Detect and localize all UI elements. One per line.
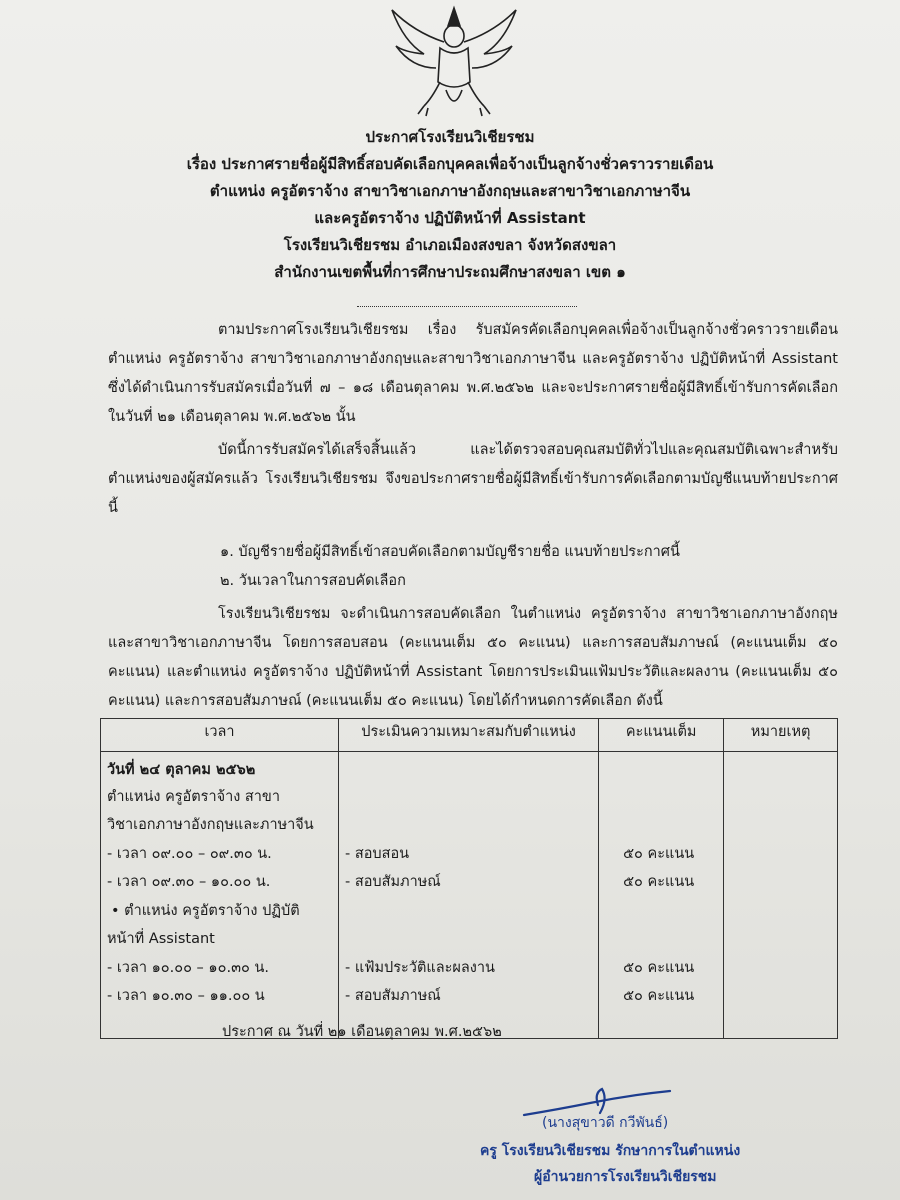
header-time: เวลา [101,719,339,752]
exam-date: วันที่ ๒๔ ตุลาคม ๒๕๖๒ [107,762,256,778]
header-line-6: สำนักงานเขตพื้นที่การศึกษาประถมศึกษาสงขลา เขต ๑ [274,263,626,281]
remarks-cell [724,752,838,1039]
paragraph-3 [108,600,838,716]
header-line-5: โรงเรียนวิเชียรชม อำเภอเมืองสงขลา จังหวัดสงขลา [283,236,617,254]
list-item-2: ๒. วันเวลาในการสอบคัดเลือก [220,573,406,589]
time-slot-1: - เวลา ๐๙.๐๐ – ๐๙.๓๐ น. [107,846,272,862]
table-header-row [101,719,838,752]
header-full-score: คะแนนเต็ม [599,719,724,752]
signer-name: (นางสุขาวดี กวีพันธ์) [542,1115,669,1131]
header-line-1: ประกาศโรงเรียนวิเชียรชม [365,128,535,146]
position-2-line-2: หน้าที่ Assistant [107,931,215,947]
score-4: ๕๐ คะแนน [623,988,695,1004]
table-row [101,752,838,1039]
score-1: ๕๐ คะแนน [623,846,695,862]
score-3: ๕๐ คะแนน [623,960,695,976]
score-2: ๕๐ คะแนน [623,874,695,890]
paragraph-1-text: ตามประกาศโรงเรียนวิเชียรชม เรื่อง รับสมัครคัดเลือกบุคคลเพื่อจ้างเป็นลูกจ้างชั่วคราวรายเดือน ตำแหน่ง ครูอัตราจ้าง สาขาวิชาเอกภาษาอังกฤษและสาขาวิชาเอกภาษาจีน และครูอัตราจ้าง ปฏิบัติหน้าที่ Assistant ซึ่งได้ดำเนินการรับสมัครเมื่อวันที่ ๗ – ๑๘ เดือนตุลาคม พ.ศ.๒๕๖๒ และจะประกาศรายชื่อผู้มีสิทธิ์เข้ารับการคัดเลือก ในวันที่ ๒๑ เดือนตุลาคม พ.ศ.๒๕๖๒ นั้น [108,322,838,425]
signer-title-1: ครู โรงเรียนวิเชียรชม รักษาการในตำแหน่ง [480,1143,741,1159]
announcement-header [0,124,900,286]
paragraph-3-text: โรงเรียนวิเชียรชม จะดำเนินการสอบคัดเลือก ในตำแหน่ง ครูอัตราจ้าง สาขาวิชาเอกภาษาอังกฤษและสาขาวิชาเอกภาษาจีน โดยการสอบสอน (คะแนนเต็ม ๕๐ คะแนน) และการสอบสัมภาษณ์ (คะแนนเต็ม ๕๐ คะแนน) และตำแหน่ง ครูอัตราจ้าง ปฏิบัติหน้าที่ Assistant โดยการประเมินแฟ้มประวัติและผลงาน (คะแนนเต็ม ๕๐ คะแนน) และการสอบสัมภาษณ์ (คะแนนเต็ม ๕๐ คะแนน) โดยได้กำหนดการคัดเลือก ดังนี้ [108,606,838,709]
evaluation-1: - สอบสอน [345,846,410,862]
header-remarks: หมายเหตุ [724,719,838,752]
signer-title-2: ผู้อำนวยการโรงเรียนวิเชียรชม [534,1169,717,1185]
time-slot-3: - เวลา ๑๐.๐๐ – ๑๐.๓๐ น. [107,960,269,976]
time-slot-2: - เวลา ๐๙.๓๐ – ๑๐.๐๐ น. [107,874,271,890]
header-line-3: ตำแหน่ง ครูอัตราจ้าง สาขาวิชาเอกภาษาอังกฤษและสาขาวิชาเอกภาษาจีน [209,182,691,200]
evaluation-4: - สอบสัมภาษณ์ [345,988,441,1004]
score-cell [599,752,724,1039]
position-1-line-2: วิชาเอกภาษาอังกฤษและภาษาจีน [107,817,314,833]
evaluation-cell [339,752,599,1039]
header-line-2: เรื่อง ประกาศรายชื่อผู้มีสิทธิ์สอบคัดเลือกบุคคลเพื่อจ้างเป็นลูกจ้างชั่วคราวรายเดือน [186,155,714,173]
exam-schedule-table [100,718,838,1039]
position-2-line-1: • ตำแหน่ง ครูอัตราจ้าง ปฏิบัติ [111,903,300,919]
paragraph-2 [108,436,838,523]
position-1-line-1: ตำแหน่ง ครูอัตราจ้าง สาขา [107,789,280,805]
dotted-divider [357,306,577,307]
paragraph-2-text: บัดนี้การรับสมัครได้เสร็จสิ้นแล้ว และได้ตรวจสอบคุณสมบัติทั่วไปและคุณสมบัติเฉพาะสำหรับตำแหน่งของผู้สมัครแล้ว โรงเรียนวิเชียรชม จึงขอประกาศรายชื่อผู้มีสิทธิ์เข้ารับการคัดเลือกตามบัญชีแนบท้ายประกาศนี้ [108,442,838,516]
list-item-1: ๑. บัญชีรายชื่อผู้มีสิทธิ์เข้าสอบคัดเลือกตามบัญชีรายชื่อ แนบท้ายประกาศนี้ [220,544,680,560]
evaluation-2: - สอบสัมภาษณ์ [345,874,441,890]
header-line-4: และครูอัตราจ้าง ปฏิบัติหน้าที่ Assistant [314,209,586,227]
garuda-emblem-icon [384,2,524,120]
time-slot-4: - เวลา ๑๐.๓๐ – ๑๑.๐๐ น [107,988,265,1004]
header-evaluation: ประเมินความเหมาะสมกับตำแหน่ง [339,719,599,752]
paragraph-1 [108,316,838,432]
announcement-date: ประกาศ ณ วันที่ ๒๑ เดือนตุลาคม พ.ศ.๒๕๖๒ [222,1024,502,1040]
evaluation-3: - แฟ้มประวัติและผลงาน [345,960,495,976]
time-cell [101,752,339,1039]
